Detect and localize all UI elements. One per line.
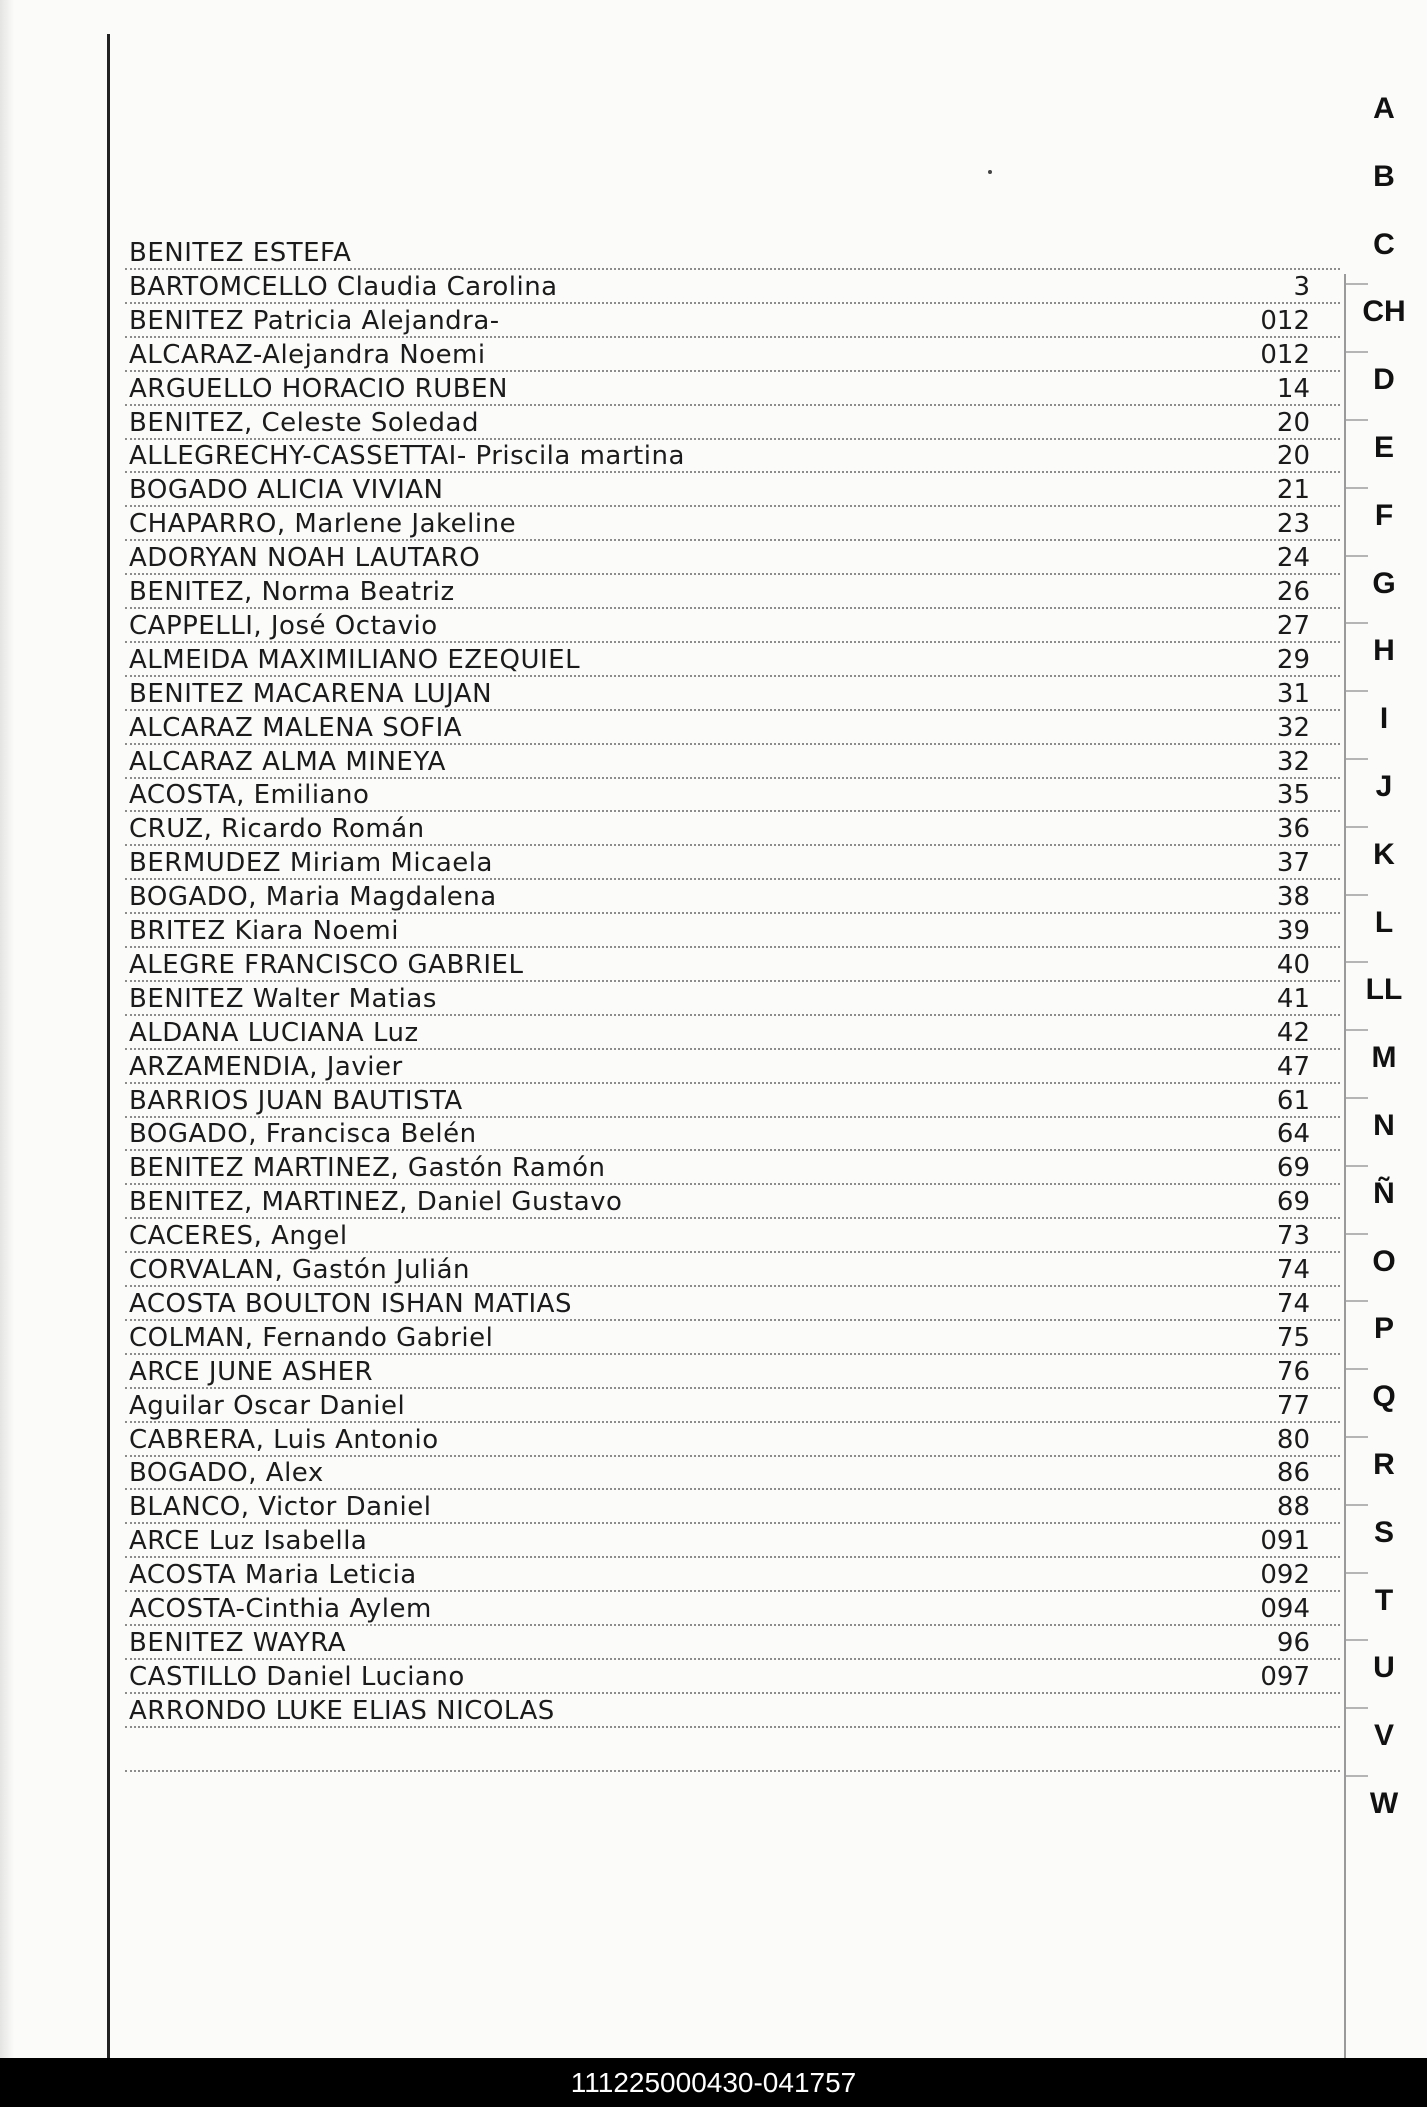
entry-name: BOGADO, Maria Magdalena — [129, 882, 497, 913]
entry-number: 96 — [1276, 1627, 1310, 1658]
index-letter[interactable]: D — [1373, 363, 1395, 397]
entry-number: 69 — [1276, 1153, 1310, 1184]
entry-name: ARZAMENDIA, Javier — [129, 1051, 403, 1082]
index-letter[interactable]: M — [1371, 1041, 1397, 1075]
dotted-rule — [125, 1522, 1340, 1524]
page-edge-shadow — [0, 0, 14, 2058]
entry-name: BENITEZ, Celeste Soledad — [129, 407, 479, 438]
entry-number: 37 — [1276, 848, 1310, 879]
entry-name: CABRERA, Luis Antonio — [129, 1424, 439, 1455]
dotted-rule — [125, 1387, 1340, 1389]
entry-number: 20 — [1276, 407, 1310, 438]
list-row — [125, 645, 1340, 677]
empty-row — [125, 1740, 1340, 1772]
entry-number: 77 — [1276, 1390, 1310, 1421]
entry-name: BENITEZ, Norma Beatriz — [129, 577, 455, 607]
tab-divider — [1346, 1097, 1368, 1099]
index-letter[interactable]: B — [1373, 159, 1395, 193]
entry-number: 47 — [1276, 1051, 1310, 1082]
entry-name: ACOSTA Maria Leticia — [129, 1560, 417, 1591]
dotted-rule — [125, 1116, 1340, 1118]
dotted-rule — [125, 471, 1340, 473]
entry-name: BENITEZ MARTINEZ, Gastón Ramón — [129, 1153, 606, 1184]
entry-name: ARCE JUNE ASHER — [129, 1356, 374, 1387]
index-letter[interactable]: E — [1373, 431, 1394, 464]
index-letter[interactable]: Q — [1372, 1380, 1396, 1414]
dotted-rule — [125, 1353, 1340, 1355]
entry-name: ALCARAZ MALENA SOFIA — [129, 712, 463, 743]
list-row — [125, 1052, 1340, 1084]
index-letter[interactable]: N — [1373, 1109, 1395, 1142]
entry-name: ADORYAN NOAH LAUTARO — [129, 543, 481, 574]
list-row — [125, 1018, 1340, 1050]
dotted-rule — [125, 1217, 1340, 1219]
entry-number: 21 — [1276, 475, 1310, 506]
list-row — [125, 950, 1340, 982]
index-letter[interactable]: J — [1375, 770, 1393, 803]
dotted-rule — [125, 1251, 1340, 1253]
dotted-rule — [125, 1488, 1340, 1490]
list-row — [125, 1153, 1340, 1185]
list-row — [125, 848, 1340, 880]
entry-name: BENITEZ, MARTINEZ, Daniel Gustavo — [129, 1187, 623, 1218]
dotted-rule — [125, 1082, 1340, 1084]
tab-divider — [1346, 283, 1368, 285]
entry-number: 32 — [1276, 746, 1310, 777]
tab-divider — [1346, 961, 1368, 963]
entry-number: 61 — [1276, 1085, 1310, 1116]
list-row — [125, 1696, 1340, 1728]
tab-divider — [1346, 1233, 1368, 1235]
entry-name: ARGUELLO HORACIO RUBEN — [129, 373, 508, 404]
dotted-rule — [125, 336, 1340, 338]
scan-footer — [0, 2058, 1427, 2107]
list-row — [125, 1560, 1340, 1592]
list-row — [125, 611, 1340, 643]
dotted-rule — [125, 1285, 1340, 1287]
dotted-rule — [125, 1590, 1340, 1592]
dotted-rule — [125, 1421, 1340, 1423]
entry-number: 40 — [1276, 949, 1310, 980]
dotted-rule — [125, 810, 1340, 812]
dotted-rule — [125, 844, 1340, 846]
tab-divider — [1346, 758, 1368, 760]
entry-number: 39 — [1276, 916, 1310, 946]
index-letter[interactable]: A — [1373, 92, 1395, 125]
entry-name: BARTOMCELLO Claudia Carolina — [129, 271, 558, 302]
entry-number: 29 — [1276, 644, 1310, 675]
index-letter[interactable]: H — [1373, 634, 1395, 668]
list-row — [125, 1086, 1340, 1118]
dotted-rule — [125, 743, 1340, 745]
entry-number: 31 — [1276, 678, 1310, 709]
list-row — [125, 509, 1340, 541]
entry-number: 097 — [1260, 1661, 1310, 1692]
tab-divider — [1346, 1707, 1368, 1709]
entry-name: CORVALAN, Gastón Julián — [129, 1255, 470, 1285]
tab-divider — [1346, 622, 1368, 624]
dotted-rule — [125, 404, 1340, 406]
list-row — [125, 306, 1340, 338]
dotted-rule — [125, 1770, 1340, 1772]
list-row — [125, 577, 1340, 609]
tab-divider — [1346, 555, 1368, 557]
entry-number: 86 — [1276, 1458, 1310, 1489]
dotted-rule — [125, 1455, 1340, 1457]
entry-number: 74 — [1276, 1288, 1310, 1319]
tab-divider — [1346, 1436, 1368, 1438]
dotted-rule — [125, 1014, 1340, 1016]
tab-divider — [1346, 1504, 1368, 1506]
entry-number: 76 — [1276, 1356, 1310, 1387]
dotted-rule — [125, 980, 1340, 982]
entry-name: BENITEZ MACARENA LUJAN — [129, 678, 493, 709]
dotted-rule — [125, 1319, 1340, 1321]
entry-number: 38 — [1276, 882, 1310, 913]
tab-divider — [1346, 1572, 1368, 1574]
list-row — [125, 1492, 1340, 1524]
entry-name: COLMAN, Fernando Gabriel — [129, 1322, 494, 1353]
index-letter[interactable]: R — [1373, 1448, 1395, 1481]
tab-divider — [1346, 826, 1368, 828]
tab-divider — [1346, 1300, 1368, 1302]
dotted-rule — [125, 675, 1340, 677]
list-row — [125, 1458, 1340, 1490]
tab-divider — [1346, 1165, 1368, 1167]
dotted-rule — [125, 438, 1340, 440]
index-letter[interactable]: S — [1373, 1515, 1394, 1549]
tab-divider — [1346, 1639, 1368, 1641]
entry-number: 74 — [1276, 1255, 1310, 1285]
tab-divider — [1346, 1775, 1368, 1777]
list-row — [125, 916, 1340, 948]
entry-name: BOGADO, Alex — [129, 1458, 324, 1489]
entry-name: BENITEZ Patricia Alejandra- — [129, 305, 500, 336]
entry-name: ALDANA LUCIANA Luz — [129, 1017, 419, 1048]
index-letter[interactable]: G — [1372, 566, 1396, 600]
index-letter[interactable]: L — [1374, 905, 1394, 939]
list-row — [125, 713, 1340, 745]
entry-number: 64 — [1276, 1119, 1310, 1150]
tab-divider — [1346, 1029, 1368, 1031]
tab-divider — [1346, 894, 1368, 896]
dotted-rule — [125, 268, 1340, 270]
footer-code: 111225000430-041757 — [570, 2067, 857, 2098]
dotted-rule — [125, 1726, 1340, 1728]
dotted-rule — [125, 573, 1340, 575]
entry-number: 012 — [1260, 305, 1310, 336]
list-row — [125, 1187, 1340, 1219]
list-row — [125, 340, 1340, 372]
entry-number: 092 — [1260, 1560, 1310, 1591]
entry-name: BLANCO, Victor Daniel — [129, 1492, 432, 1523]
entry-number: 75 — [1276, 1322, 1310, 1353]
entry-name: ACOSTA-Cinthia Aylem — [129, 1594, 432, 1624]
index-letter[interactable]: CH — [1362, 295, 1406, 329]
entry-name: BENITEZ ESTEFA — [129, 238, 352, 268]
index-letter[interactable]: I — [1379, 702, 1389, 736]
list-row — [125, 374, 1340, 406]
dotted-rule — [125, 1658, 1340, 1660]
entry-number: 091 — [1260, 1526, 1310, 1557]
index-letter[interactable]: O — [1372, 1244, 1396, 1278]
entry-number: 36 — [1276, 814, 1310, 845]
index-letter[interactable]: T — [1374, 1583, 1394, 1617]
entry-number: 26 — [1276, 577, 1310, 607]
dotted-rule — [125, 1556, 1340, 1558]
index-letter[interactable]: F — [1374, 498, 1394, 532]
dotted-rule — [125, 946, 1340, 948]
dotted-rule — [125, 1183, 1340, 1185]
entry-number: 73 — [1276, 1221, 1310, 1252]
dotted-rule — [125, 878, 1340, 880]
entry-number: 41 — [1276, 983, 1310, 1014]
list-row — [125, 543, 1340, 575]
index-letter[interactable]: Ñ — [1373, 1176, 1395, 1210]
entry-name: CAPPELLI, José Octavio — [129, 610, 438, 641]
tab-divider — [1346, 419, 1368, 421]
entry-name: ACOSTA BOULTON ISHAN MATIAS — [129, 1288, 572, 1319]
entry-number: 23 — [1276, 509, 1310, 540]
list-row — [125, 679, 1340, 711]
tab-divider — [1346, 1368, 1368, 1370]
entry-name: CHAPARRO, Marlene Jakeline — [129, 509, 517, 540]
list-row — [125, 1323, 1340, 1355]
index-letter[interactable]: C — [1373, 227, 1395, 261]
entry-number: 20 — [1276, 441, 1310, 472]
index-letter[interactable]: U — [1373, 1651, 1395, 1685]
list-row — [125, 780, 1340, 812]
dotted-rule — [125, 539, 1340, 541]
entry-name: ALCARAZ-Alejandra Noemi — [129, 339, 486, 370]
list-row — [125, 1255, 1340, 1287]
entry-name: ACOSTA, Emiliano — [129, 780, 370, 811]
index-letter[interactable]: LL — [1365, 973, 1403, 1007]
entry-name: CACERES, Angel — [129, 1221, 348, 1252]
index-letter[interactable]: P — [1373, 1312, 1394, 1346]
dotted-rule — [125, 709, 1340, 711]
entry-number: 3 — [1293, 271, 1310, 302]
entry-number: 14 — [1276, 373, 1310, 404]
list-row — [125, 882, 1340, 914]
tab-divider — [1346, 690, 1368, 692]
entry-name: Aguilar Oscar Daniel — [129, 1390, 406, 1421]
dotted-rule — [125, 607, 1340, 609]
index-letter[interactable]: W — [1369, 1787, 1399, 1820]
entry-number: 42 — [1276, 1017, 1310, 1048]
entry-name: BENITEZ WAYRA — [129, 1627, 347, 1658]
ink-dot — [988, 170, 992, 174]
entry-name: BOGADO ALICIA VIVIAN — [129, 475, 444, 506]
list-row — [125, 1628, 1340, 1660]
list-row — [125, 1119, 1340, 1151]
entry-number: 012 — [1260, 339, 1310, 370]
list-row — [125, 475, 1340, 507]
list-row — [125, 408, 1340, 440]
dotted-rule — [125, 1624, 1340, 1626]
index-letter[interactable]: V — [1373, 1719, 1394, 1753]
dotted-rule — [125, 1692, 1340, 1694]
entry-number: 24 — [1276, 543, 1310, 574]
entry-name: BERMUDEZ Miriam Micaela — [129, 848, 493, 879]
entry-number: 094 — [1260, 1594, 1310, 1624]
entry-name: BRITEZ Kiara Noemi — [129, 916, 399, 946]
list-row — [125, 814, 1340, 846]
dotted-rule — [125, 302, 1340, 304]
list-row — [125, 1425, 1340, 1457]
entry-name: BOGADO, Francisca Belén — [129, 1119, 477, 1150]
entry-name: ALEGRE FRANCISCO GABRIEL — [129, 949, 524, 980]
dotted-rule — [125, 505, 1340, 507]
entry-number: 88 — [1276, 1492, 1310, 1523]
entry-name: BENITEZ Walter Matias — [129, 983, 437, 1014]
margin-line — [107, 34, 110, 2058]
list-row — [125, 1662, 1340, 1694]
list-row — [125, 1391, 1340, 1423]
entry-number: 27 — [1276, 610, 1310, 641]
dotted-rule — [125, 912, 1340, 914]
list-row — [125, 238, 1340, 270]
entry-name: ALMEIDA MAXIMILIANO EZEQUIEL — [129, 644, 581, 675]
list-row — [125, 1221, 1340, 1253]
list-row — [125, 441, 1340, 473]
tab-divider — [1346, 351, 1368, 353]
entry-name: ARRONDO LUKE ELIAS NICOLAS — [129, 1695, 555, 1726]
dotted-rule — [125, 1048, 1340, 1050]
list-row — [125, 1289, 1340, 1321]
entry-name: ARCE Luz Isabella — [129, 1526, 368, 1557]
list-row — [125, 272, 1340, 304]
list-row — [125, 984, 1340, 1016]
entry-number: 35 — [1276, 780, 1310, 811]
entry-name: CRUZ, Ricardo Román — [129, 814, 425, 845]
entry-number: 69 — [1276, 1187, 1310, 1218]
entry-name: ALCARAZ ALMA MINEYA — [129, 746, 446, 777]
entry-name: CASTILLO Daniel Luciano — [129, 1661, 465, 1692]
entry-number: 80 — [1276, 1424, 1310, 1455]
list-row — [125, 747, 1340, 779]
entry-name: ALLEGRECHY-CASSETTAI- Priscila martina — [129, 441, 685, 472]
entry-number: 32 — [1276, 712, 1310, 743]
dotted-rule — [125, 1149, 1340, 1151]
entry-name: BARRIOS JUAN BAUTISTA — [129, 1085, 463, 1116]
dotted-rule — [125, 777, 1340, 779]
dotted-rule — [125, 641, 1340, 643]
list-row — [125, 1594, 1340, 1626]
tab-divider — [1346, 487, 1368, 489]
dotted-rule — [125, 370, 1340, 372]
index-letter[interactable]: K — [1373, 837, 1395, 871]
list-row — [125, 1357, 1340, 1389]
list-row — [125, 1526, 1340, 1558]
